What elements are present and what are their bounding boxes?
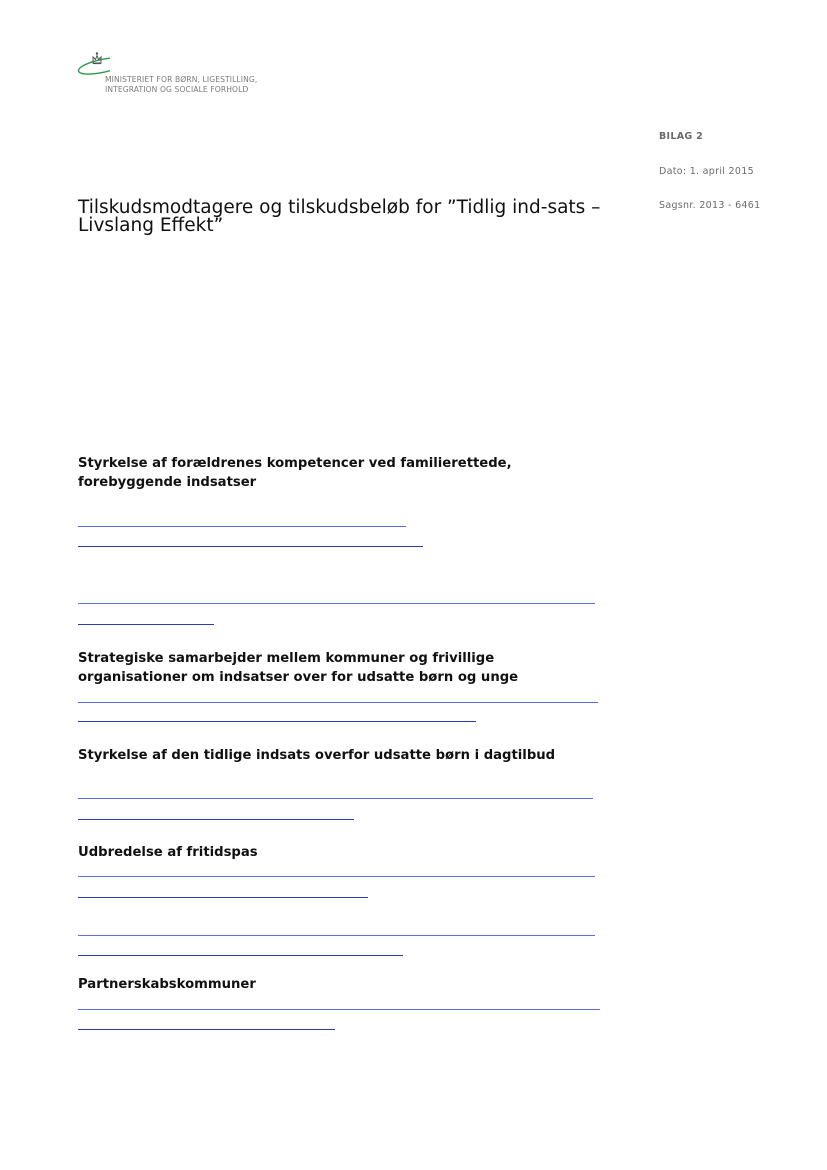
link-line[interactable] — [78, 526, 406, 527]
ministry-name-line1: MINISTERIET FOR BØRN, LIGESTILLING, — [105, 75, 258, 84]
document-title: Tilskudsmodtagere og tilskudsbeløb for ”Tidlig ind-sats – Livslang Effekt” — [78, 197, 601, 236]
link-line[interactable] — [78, 624, 214, 625]
document-date: Dato: 1. april 2015 — [659, 166, 754, 177]
ministry-name-line2: INTEGRATION OG SOCIALE FORHOLD — [105, 85, 249, 94]
ministry-name — [105, 75, 257, 95]
link-line[interactable] — [78, 702, 598, 703]
link-line[interactable] — [78, 1009, 600, 1010]
link-line[interactable] — [78, 897, 368, 898]
section-heading-partnerskab: Partnerskabskommuner — [78, 977, 256, 992]
link-line[interactable] — [78, 546, 423, 547]
link-line[interactable] — [78, 935, 595, 936]
ministry-logo — [76, 46, 276, 98]
bilag-label: BILAG 2 — [659, 131, 703, 142]
section-heading-samarbejder: Strategiske samarbejder mellem kommuner og frivillige organisationer om indsatser over for udsatte børn og unge — [78, 651, 519, 685]
link-line[interactable] — [78, 1029, 335, 1030]
link-line[interactable] — [78, 603, 595, 604]
section-heading-foraeldre: Styrkelse af forældrenes kompetencer ved familierettede, forebyggende indsatser — [78, 456, 512, 490]
link-line[interactable] — [78, 876, 595, 877]
crown-logo-icon — [76, 46, 110, 78]
link-line[interactable] — [78, 721, 476, 722]
link-line[interactable] — [78, 955, 403, 956]
link-line[interactable] — [78, 819, 354, 820]
link-line[interactable] — [78, 798, 593, 799]
case-number: Sagsnr. 2013 - 6461 — [659, 200, 761, 211]
section-heading-dagtilbud: Styrkelse af den tidlige indsats overfor udsatte børn i dagtilbud — [78, 748, 556, 763]
section-heading-fritidspas: Udbredelse af fritidspas — [78, 845, 258, 860]
